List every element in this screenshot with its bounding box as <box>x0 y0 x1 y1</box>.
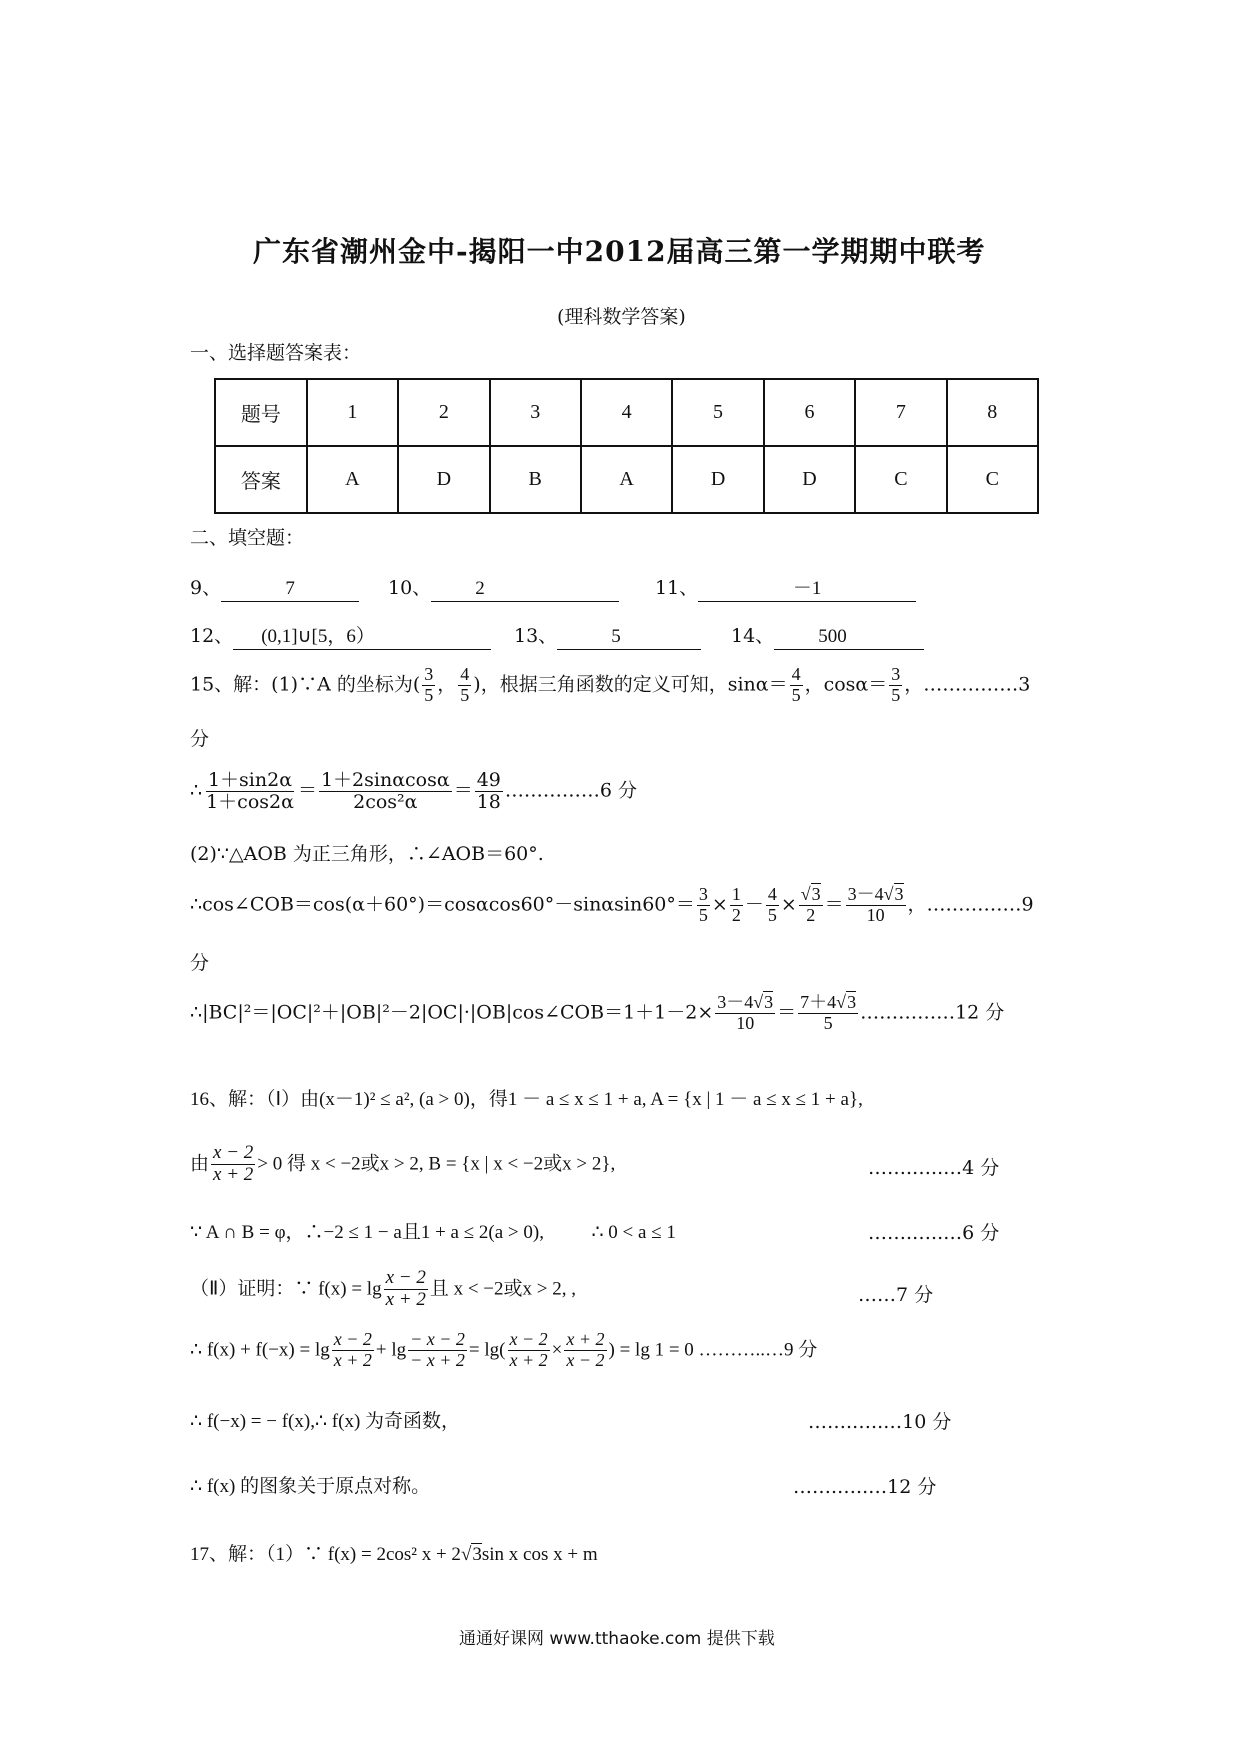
fill-number: 10、 <box>388 577 432 599</box>
answer-cell: C <box>947 446 1038 513</box>
q16-line2 <box>190 1143 615 1186</box>
question-number: 7 <box>855 379 946 446</box>
text: ……………12 分 <box>860 1001 1005 1024</box>
denominator: x − 2 <box>566 1349 605 1370</box>
question-number: 1 <box>307 379 398 446</box>
denominator: 5 <box>891 684 901 705</box>
q15-line1-cont: 分 <box>190 728 210 750</box>
denominator: 5 <box>698 904 708 925</box>
text: ＝ <box>453 779 473 802</box>
q15-line3: (2)∵△AOB 为正三角形，∴∠AOB＝60°. <box>190 843 544 865</box>
q15-line4-cont: 分 <box>190 952 210 974</box>
denominator: 2cos²α <box>353 790 418 813</box>
question-number: 8 <box>947 379 1038 446</box>
denominator: 10 <box>866 904 885 925</box>
numerator: 4 <box>791 664 801 684</box>
numerator: 1 <box>731 884 741 904</box>
text: 且 x < −2或x > 2, , <box>429 1278 576 1300</box>
text: ＝ <box>824 893 844 916</box>
q16-line3: ∵ A ∩ B = φ，∴−2 ≤ 1 − a且1 + a ≤ 2(a > 0), ∴ 0 < a ≤ 1 <box>190 1222 676 1243</box>
numerator: 3 <box>424 664 434 684</box>
fraction <box>889 665 902 706</box>
q15-line2 <box>190 770 637 813</box>
question-number: 2 <box>398 379 489 446</box>
text: ＝ <box>297 779 317 802</box>
fraction <box>211 1143 255 1186</box>
fraction <box>790 665 803 706</box>
answer-cell: D <box>398 446 489 513</box>
denominator: 5 <box>460 684 470 705</box>
q16-line1: 16、解：（Ⅰ）由(x－1)² ≤ a², (a > 0)，得1 － a ≤ x ≤ 1 + a, A = {x | 1 － a ≤ x ≤ 1 + a}, <box>190 1089 863 1110</box>
question-number: 3 <box>490 379 581 446</box>
fraction <box>564 1330 606 1371</box>
q16-line7: ∴ f(x) 的图象关于原点对称。 <box>190 1476 431 1497</box>
q17-line1 <box>190 1540 598 1570</box>
numerator: − x − 2 <box>410 1329 465 1349</box>
numerator <box>798 993 858 1014</box>
q16-line4-score: ……7 分 <box>858 1284 934 1306</box>
question-number: 5 <box>672 379 763 446</box>
fraction <box>697 885 710 926</box>
fill-answer: －1 <box>698 577 916 602</box>
denominator: x + 2 <box>333 1349 372 1370</box>
fill-number: 12、 <box>190 625 234 647</box>
denominator: x + 2 <box>385 1288 426 1310</box>
q16-line6-score: …….…..…10 分 <box>808 1411 952 1433</box>
text: + lg <box>375 1339 407 1361</box>
question-number: 6 <box>764 379 855 446</box>
text: ∴cos∠COB＝cos(α＋60°)＝cosαcos60°－sinαsin60°＝ <box>190 893 695 916</box>
fill-number: 11、 <box>655 577 699 599</box>
text: － <box>744 893 764 916</box>
sqrt-sign: √ <box>800 884 811 904</box>
fraction <box>422 665 435 706</box>
text: × <box>551 1339 563 1361</box>
answer-cell: A <box>307 446 398 513</box>
fraction <box>319 770 452 813</box>
fraction <box>204 770 296 813</box>
text: 由 <box>190 1152 210 1175</box>
numerator <box>799 885 823 906</box>
denominator: 2 <box>731 904 741 925</box>
text: ) = lg 1 = 0 ………..…9 分 <box>608 1339 818 1361</box>
denominator: − x + 2 <box>410 1349 465 1370</box>
question-number: 4 <box>581 379 672 446</box>
radicand: 3 <box>811 884 821 904</box>
answer-cell: D <box>672 446 763 513</box>
denominator: 2 <box>806 904 816 925</box>
fraction <box>332 1330 374 1371</box>
fraction <box>766 885 779 926</box>
numerator: 3 <box>698 884 708 904</box>
denominator: 10 <box>736 1012 755 1033</box>
q16-line7-score: …….…..…12 分 <box>793 1476 937 1498</box>
fill-answer: (0,1]∪[5，6） <box>233 625 491 650</box>
radicand: 3 <box>764 992 774 1012</box>
fraction <box>408 1330 467 1371</box>
radicand: 3 <box>472 1544 482 1565</box>
numerator: x − 2 <box>333 1329 372 1349</box>
text: 7＋4 <box>800 992 837 1012</box>
fraction <box>508 1330 550 1371</box>
fill-answer: 7 <box>221 577 359 602</box>
numerator: 3 <box>891 664 901 684</box>
numerator: x − 2 <box>385 1267 426 1288</box>
fraction <box>846 885 906 926</box>
text: ， <box>437 673 457 696</box>
answer-cell: D <box>764 446 855 513</box>
numerator: x − 2 <box>509 1329 548 1349</box>
fraction <box>715 993 775 1034</box>
fraction <box>458 665 471 706</box>
fill-answer: 500 <box>774 625 924 650</box>
q16-line6: ∴ f(−x) = − f(x),∴ f(x) 为奇函数， <box>190 1411 461 1432</box>
denominator: 5 <box>791 684 801 705</box>
numerator: 4 <box>767 884 777 904</box>
numerator <box>846 885 906 906</box>
row-label-question: 题号 <box>215 379 307 446</box>
sqrt-sign: √ <box>883 884 894 904</box>
answer-cell: B <box>490 446 581 513</box>
text: )，根据三角函数的定义可知，sinα＝ <box>473 673 788 696</box>
numerator: x − 2 <box>213 1142 254 1163</box>
table-row <box>215 446 1038 513</box>
text: × <box>780 893 797 916</box>
fill-item-11 <box>655 573 916 603</box>
table-row <box>215 379 1038 446</box>
page-subtitle: (理科数学答案) <box>557 306 686 328</box>
fraction <box>799 885 823 926</box>
fraction <box>475 770 503 813</box>
radicand: 3 <box>894 884 904 904</box>
text: sin x cos x + m <box>481 1544 598 1565</box>
text: 3－4 <box>847 884 884 904</box>
denominator: x + 2 <box>213 1163 254 1185</box>
denominator: 5 <box>823 1012 833 1033</box>
denominator: x + 2 <box>509 1349 548 1370</box>
fill-item-10 <box>388 573 619 603</box>
q15-line1 <box>190 665 1030 706</box>
q16-line5 <box>190 1330 817 1371</box>
text: 15、解：(1)∵A 的坐标为( <box>190 673 421 696</box>
q16-line3-score: …….…..…6 分 <box>868 1222 1000 1244</box>
answer-table <box>214 378 1039 514</box>
fill-number: 9、 <box>190 577 222 599</box>
text: （Ⅱ）证明：∵ f(x) = lg <box>190 1278 382 1300</box>
numerator: 49 <box>476 769 501 791</box>
q15-line5 <box>190 993 1004 1034</box>
text: ……………6 分 <box>504 779 638 802</box>
text: ，cosα＝ <box>804 673 888 696</box>
text: > 0 得 x < −2或x > 2, B = {x | x < −2或x > 2}, <box>257 1153 616 1175</box>
page-title: 广东省潮州金中-揭阳一中2012届高三第一学期期中联考 <box>253 235 986 268</box>
row-label-answer: 答案 <box>215 446 307 513</box>
fill-item-12 <box>190 621 491 651</box>
numerator: x + 2 <box>566 1329 605 1349</box>
section2-heading: 二、填空题： <box>190 527 305 549</box>
numerator <box>715 993 775 1014</box>
radicand: 3 <box>847 992 857 1012</box>
numerator: 4 <box>460 664 470 684</box>
sqrt-sign: √ <box>753 992 764 1012</box>
sqrt-sign: √ <box>460 1544 472 1565</box>
page-footer: 通通好课网 www.tthaoke.com 提供下载 <box>459 1629 775 1649</box>
fill-number: 14、 <box>731 625 775 647</box>
answer-cell: A <box>581 446 672 513</box>
denominator: 5 <box>767 904 777 925</box>
text: 17、解：（1）∵ f(x) = 2cos² x + 2 <box>190 1544 461 1565</box>
fill-item-9 <box>190 573 359 603</box>
fraction <box>384 1268 428 1311</box>
q16-line2-score: …….…..…4 分 <box>868 1157 1000 1179</box>
denominator: 5 <box>424 684 434 705</box>
text: ∴ <box>190 779 203 802</box>
sqrt-sign: √ <box>836 992 847 1012</box>
fill-item-14 <box>731 621 924 651</box>
denominator: 18 <box>476 790 501 813</box>
fill-answer: 5 <box>557 625 701 650</box>
fill-item-13 <box>514 621 701 651</box>
fraction <box>798 993 858 1034</box>
fraction <box>730 885 743 926</box>
numerator: 1＋sin2α <box>207 769 293 791</box>
section1-heading: 一、选择题答案表： <box>190 342 362 364</box>
text: ，……………9 <box>907 893 1034 916</box>
text: = lg( <box>468 1339 506 1361</box>
fill-number: 13、 <box>514 625 558 647</box>
q15-line4 <box>190 885 1034 926</box>
text: ＝ <box>777 1001 797 1024</box>
text: ，……………3 <box>904 673 1031 696</box>
text: ∴|BC|²＝|OC|²＋|OB|²－2|OC|·|OB|cos∠COB＝1＋1－2× <box>190 1001 714 1024</box>
denominator: 1＋cos2α <box>206 790 294 813</box>
answer-cell: C <box>855 446 946 513</box>
q16-line4 <box>190 1268 576 1311</box>
fill-answer: 2 <box>431 577 619 602</box>
text: 3－4 <box>717 992 754 1012</box>
text: ∴ f(x) + f(−x) = lg <box>190 1339 330 1361</box>
numerator: 1＋2sinαcosα <box>320 769 450 791</box>
text: × <box>711 893 728 916</box>
